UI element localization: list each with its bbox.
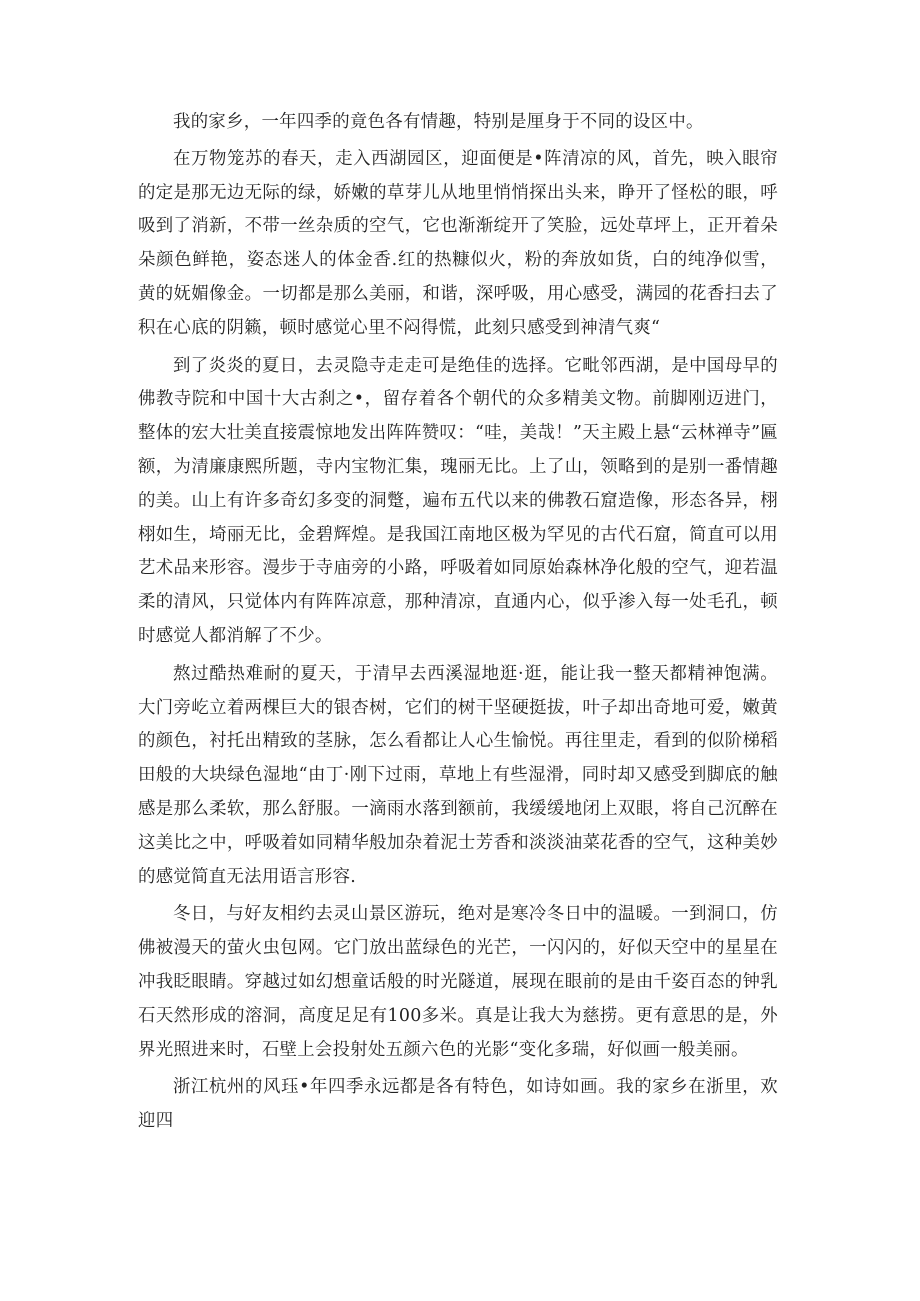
- paragraph-spring: 在万物笼苏的春天，走入西湖园区，迎面便是•阵清凉的风，首先，映入眼帘的定是那无边无际的绿，娇嫩的草芽儿从地里悄悄探出头来，睁开了怪松的眼，呼吸到了消新，不带一丝杂质的空气，它也渐渐绽开了笑脸，远处草坪上，正开着朵朵颜色鲜艳，姿态迷人的体金香.红的热糠似火，粉的奔放如货，白的纯净似雪，黄的妩媚像金。一切都是那么美丽，和谐，深呼吸，用心感受，满园的花香扫去了积在心底的阴籁，顿时感觉心里不闷得慌，此刻只感受到神清气爽“: [138, 148, 778, 338]
- paragraph-intro: 我的家乡，一年四季的竟色各有情趣，特别是厘身于不同的设区中。: [173, 112, 704, 132]
- essay-body: [138, 106, 778, 1139]
- paragraph-summer: 到了炎炎的夏日，去灵隐寺走走可是绝佳的选择。它毗邻西湖，是中国母早的佛教寺院和中国十大古刹之•，留存着各个朝代的众多精美文物。前脚刚迈进门，整体的宏大壮美直接震惊地发出阵阵赞叹：“哇，美哉！”天主殿上悬“云林禅寺”匾额，为清廉康熙所题，寺内宝物汇集，瑰丽无比。上了山，领略到的是别一番情趣的美。山上有许多奇幻多变的洞蹩，遍布五代以来的佛教石窟造像，形态各异，栩栩如生，埼丽无比，金碧辉煌。是我国江南地区极为罕见的古代石窟，简直可以用艺术品来形容。漫步于寺庙旁的小路，呼吸着如同原始森林净化般的空气，迎若温柔的清风，只觉体内有阵阵凉意，那种清凉，直通内心，似乎渗入每一处毛孔，顿时感觉人都消解了不少。: [138, 355, 778, 646]
- paragraph-winter: 冬日，与好友相约去灵山景区游玩，绝对是寒冷冬日中的温暖。一到洞口，仿佛被漫天的萤火虫包网。它门放出蓝绿色的光芒，一闪闪的，好似天空中的星星在冲我眨眼睛。穿越过如幻想童话般的时光隧道，展现在眼前的是由千姿百态的钟乳石天然形成的溶洞，高度足足有100多米。真是让我大为慈捞。更有意思的是，外界光照进来时，石壁上会投射处五颜六色的光影“变化多瑞，好似画一般美丽。: [138, 904, 778, 1060]
- paragraph-closing: 浙江杭州的风珏•年四季永远都是各有特色，如诗如画。我的家乡在浙里，欢迎四: [138, 1077, 778, 1132]
- paragraph-autumn: 熬过酷热难耐的夏天，于清早去西溪湿地逛·逛，能让我一整天都精神饱满。大门旁屹立着两棵巨大的银杏树，它们的树干坚硬挺拔，叶子却出奇地可爱，嫩黄的颜色，衬托出精致的茎脉，怎么看都让人心生愉悦。再往里走，看到的似阶梯稻田般的大块绿色湿地“由丁·刚下过雨，草地上有些湿滑，同时却又感受到脚底的触感是那么柔软，那么舒服。一滴雨水落到额前，我缓缓地闭上双眼，将自己沉醉在这美比之中，呼吸着如同精华般加杂着泥士芳香和淡淡油菜花香的空气，这种美妙的感觉简直无法用语言形容.: [138, 663, 778, 887]
